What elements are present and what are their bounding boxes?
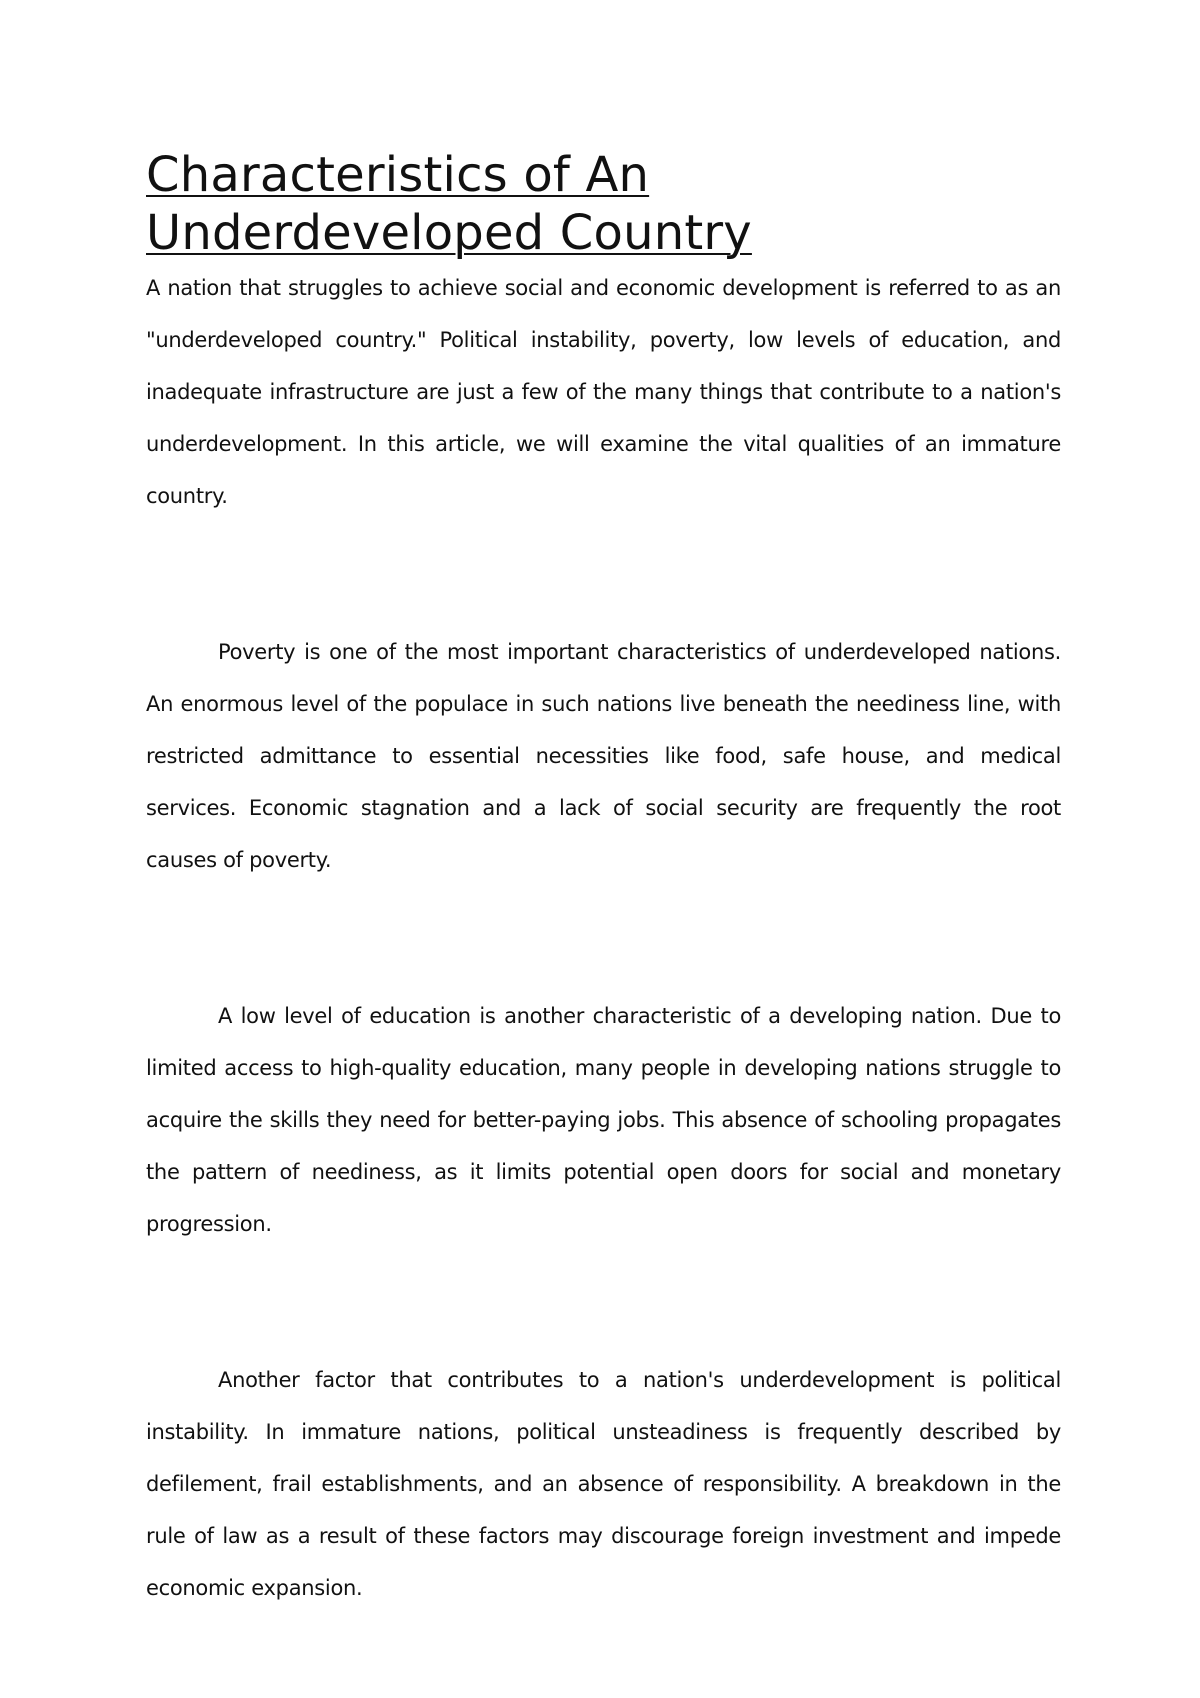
document-body	[146, 146, 1061, 1614]
paragraph-spacer	[146, 522, 1061, 626]
paragraph-political-instability: Another factor that contributes to a nation's underdevelopment is political instability. In immature nations, political unsteadiness is frequently described by defilement, frail establishments, and an absence of responsibility. A breakdown in the rule of law as a result of these factors may discourage foreign investment and impede economic expansion.	[146, 1368, 1061, 1600]
intro-paragraph: A nation that struggles to achieve social and economic development is referred to as an "underdeveloped country." Political instability, poverty, low levels of education, and inadequate infrastructure are just a few of the many things that contribute to a nation's underdevelopment. In this article, we will examine the vital qualities of an immature country.	[146, 276, 1061, 508]
paragraph-poverty: Poverty is one of the most important characteristics of underdeveloped nations. An enormous level of the populace in such nations live beneath the neediness line, with restricted admittance to essential necessities like food, safe house, and medical services. Economic stagnation and a lack of social security are frequently the root causes of poverty.	[146, 640, 1061, 872]
paragraph-spacer	[146, 1250, 1061, 1354]
document-title: Characteristics of An Underdeveloped Country	[146, 147, 752, 261]
paragraph-spacer	[146, 886, 1061, 990]
paragraph-education: A low level of education is another characteristic of a developing nation. Due to limited access to high-quality education, many people in developing nations struggle to acquire the skills they need for better-paying jobs. This absence of schooling propagates the pattern of neediness, as it limits potential open doors for social and monetary progression.	[146, 1004, 1061, 1236]
